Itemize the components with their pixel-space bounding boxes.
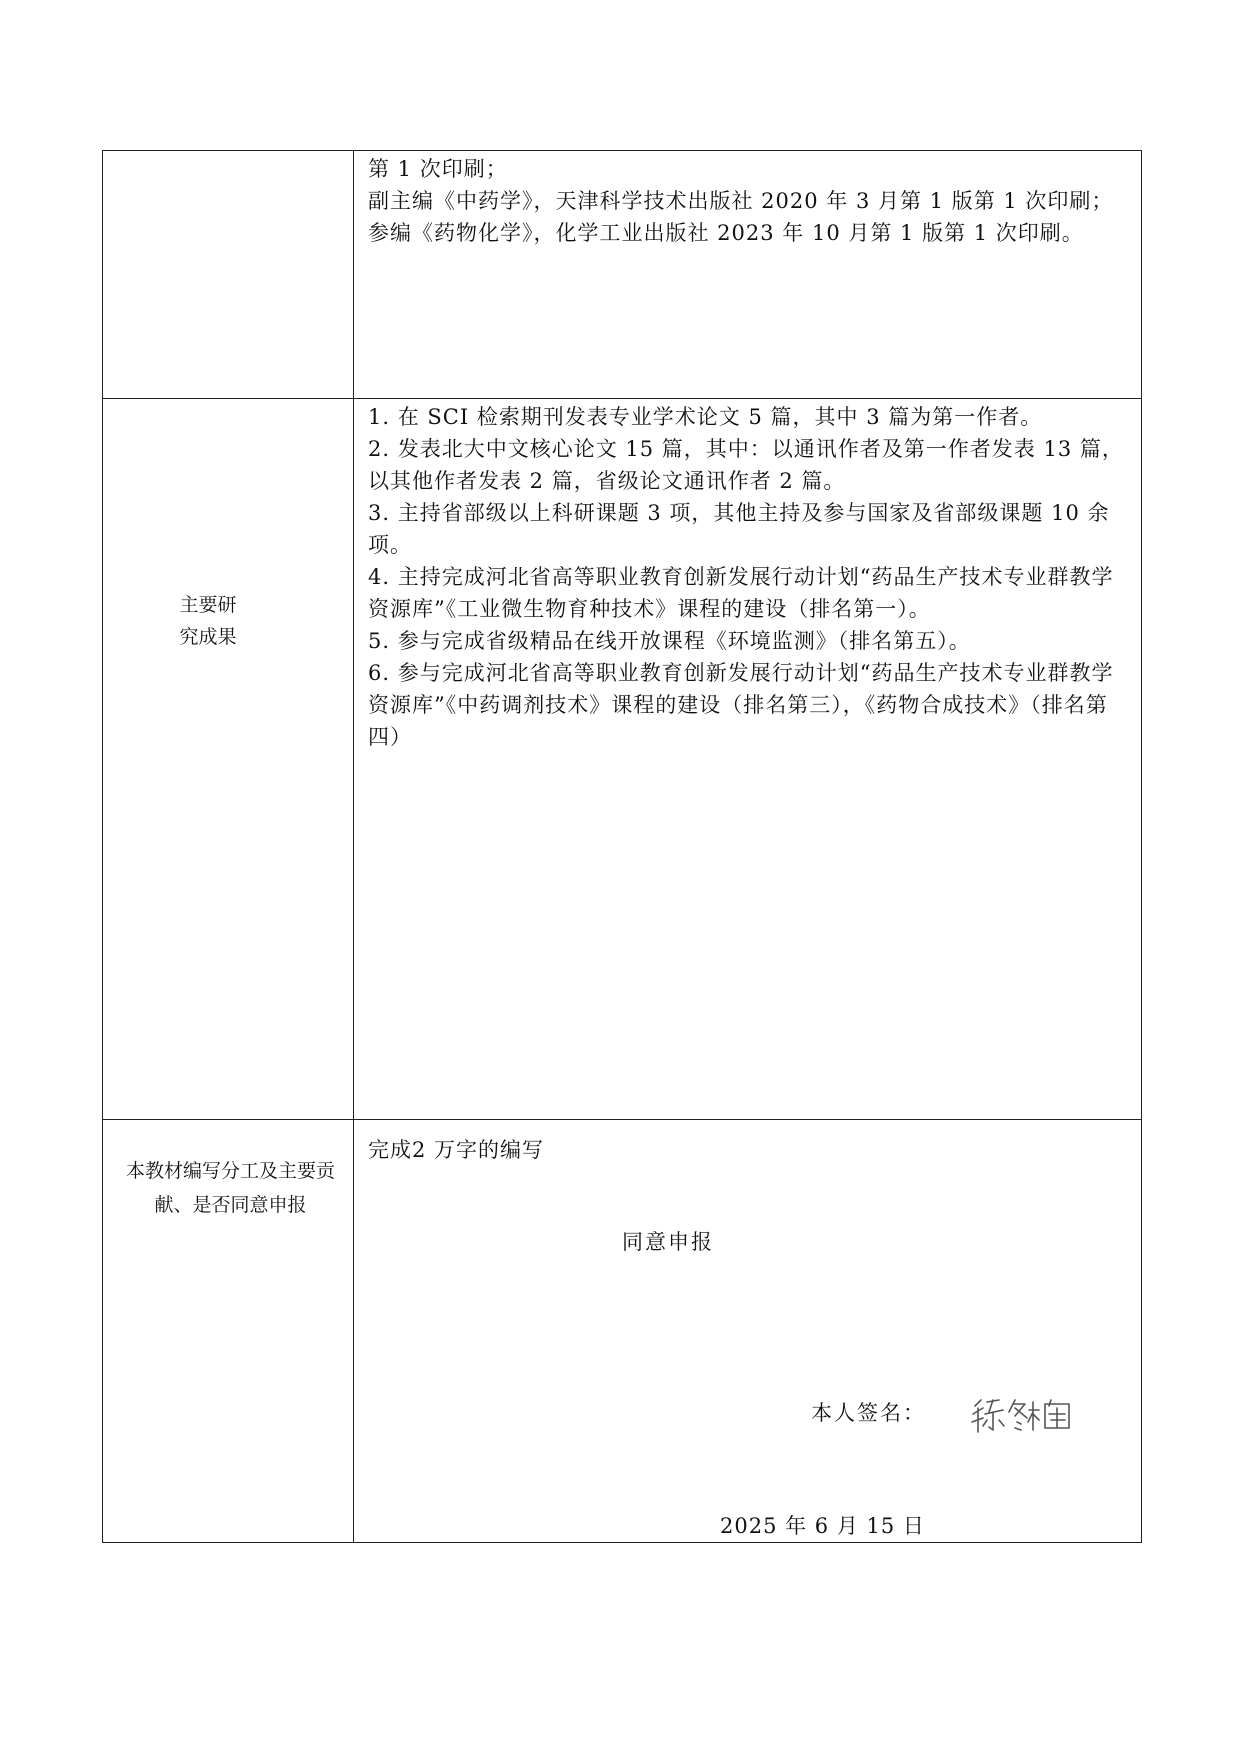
research-item: 5. 参与完成省级精品在线开放课程《环境监测》（排名第五）。 <box>368 629 971 653</box>
research-label-line: 究成果 <box>179 626 237 648</box>
textbook-line: 第 1 次印刷； <box>368 157 508 181</box>
research-label-cell <box>103 399 354 1120</box>
handwritten-signature <box>969 1392 1079 1442</box>
division-label-line: 本教材编写分工及主要贡 <box>125 1160 335 1182</box>
textbook-content-cell <box>354 151 1142 399</box>
research-item: 6. 参与完成河北省高等职业教育创新发展行动计划“药品生产技术专业群教学资源库”《中药调剂技术》课程的建设（排名第三），《药物合成技术》（排名第四） <box>368 661 1114 749</box>
research-label-line: 主要研 <box>179 594 237 616</box>
textbook-label-cell <box>103 151 354 399</box>
division-label-cell <box>103 1120 354 1543</box>
signature-date: 2025 年 6 月 15 日 <box>720 1514 925 1538</box>
research-content-cell <box>354 399 1142 1120</box>
division-content-cell <box>354 1120 1142 1543</box>
division-row <box>103 1120 1142 1543</box>
consent-text: 同意申报 <box>622 1230 714 1254</box>
research-list <box>354 399 1141 753</box>
division-label <box>108 1154 353 1222</box>
work-description: 完成2 万字的编写 <box>368 1138 545 1162</box>
research-row <box>103 399 1142 1120</box>
research-item: 3. 主持省部级以上科研课题 3 项，其他主持及参与国家及省部级课题 10 余项。 <box>368 501 1110 557</box>
textbook-line: 副主编《中药学》，天津科学技术出版社 2020 年 3 月第 1 版第 1 次印刷； <box>368 189 1114 213</box>
textbook-line: 参编《药物化学》，化学工业出版社 2023 年 10 月第 1 版第 1 次印刷。 <box>368 221 1084 245</box>
textbook-row <box>103 151 1142 399</box>
research-item: 2. 发表北大中文核心论文 15 篇，其中：以通讯作者及第一作者发表 13 篇，以其他作者发表 2 篇，省级论文通讯作者 2 篇。 <box>368 437 1124 493</box>
textbook-list <box>354 151 1141 249</box>
research-item: 4. 主持完成河北省高等职业教育创新发展行动计划“药品生产技术专业群教学资源库”《工业微生物育种技术》课程的建设（排名第一）。 <box>368 565 1114 621</box>
division-label-line: 献、是否同意申报 <box>154 1194 307 1216</box>
research-item: 1. 在 SCI 检索期刊发表专业学术论文 5 篇，其中 3 篇为第一作者。 <box>368 405 1043 429</box>
research-label <box>63 589 353 653</box>
application-form-table <box>102 150 1142 1543</box>
signature-label: 本人签名： <box>811 1401 926 1425</box>
